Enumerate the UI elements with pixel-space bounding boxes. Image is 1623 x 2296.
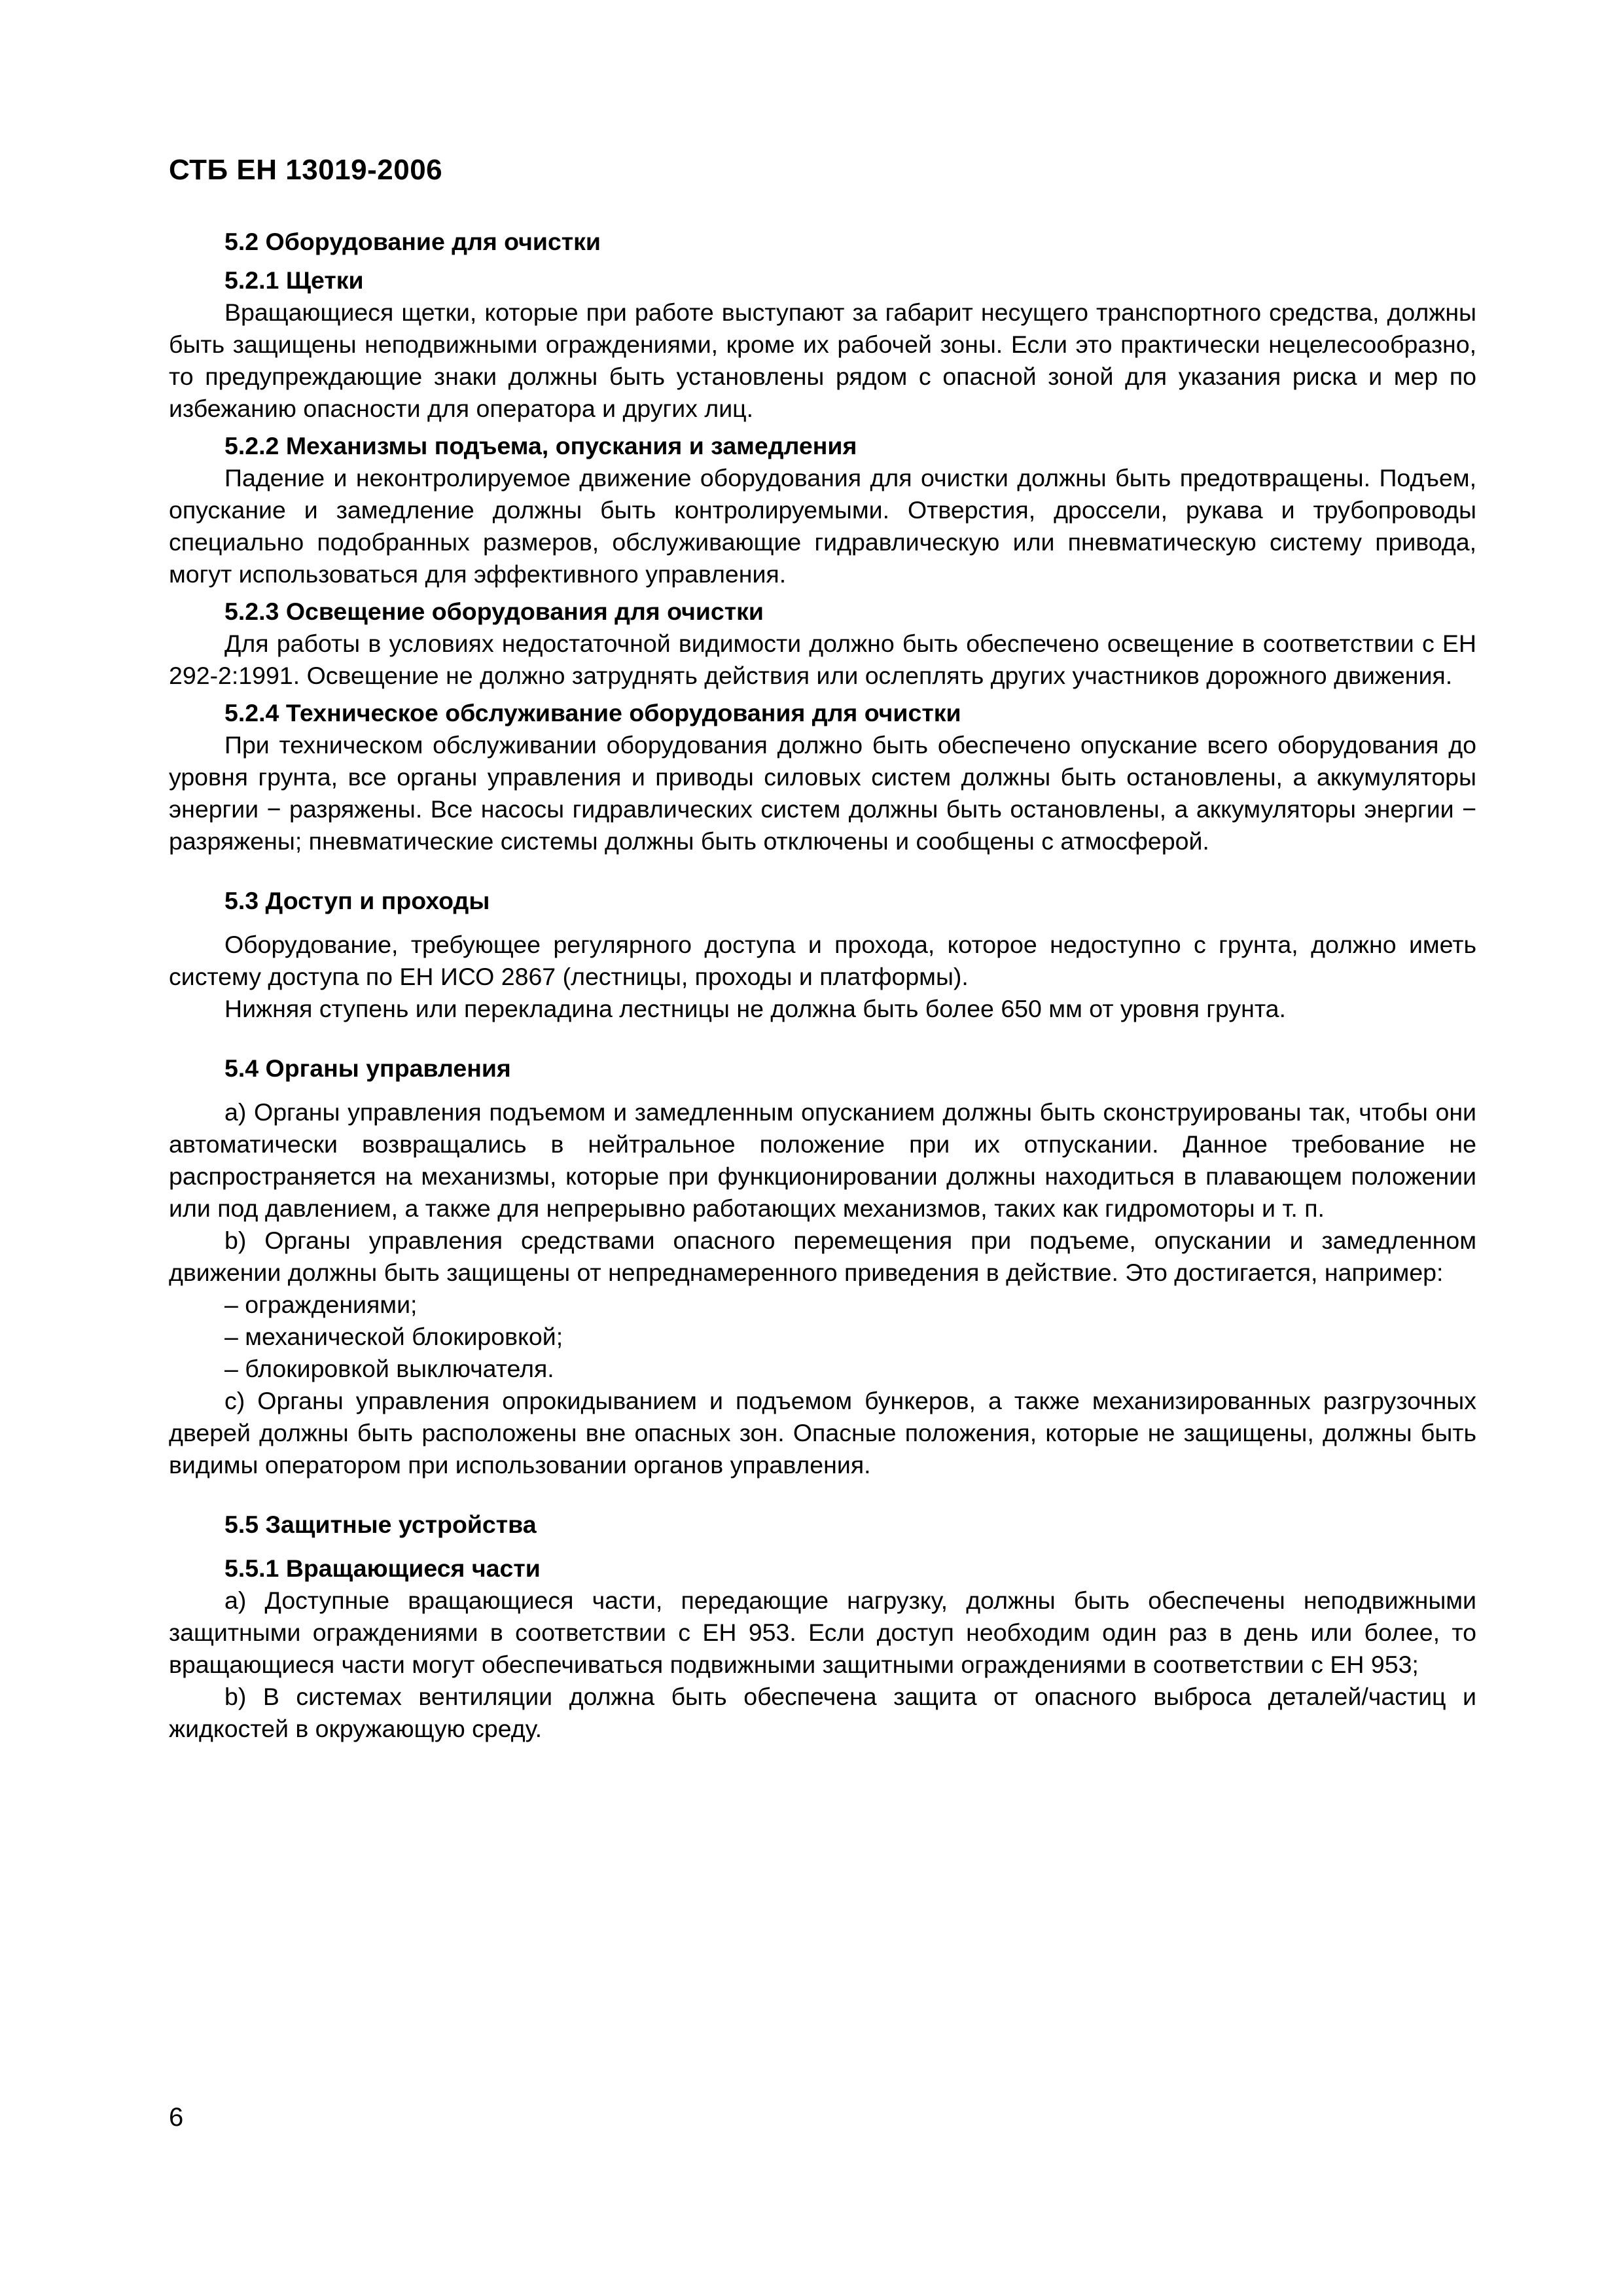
heading-5-5: 5.5 Защитные устройства [224,1511,537,1538]
paragraph-5-3-2: Нижняя ступень или перекладина лестницы не должна быть более 650 мм от уровня грунта. [224,995,1286,1022]
page-number: 6 [169,2103,184,2132]
heading-5-5-1: 5.5.1 Вращающиеся части [224,1554,541,1582]
paragraph-5-2-3: Для работы в условиях недостаточной видимости должно быть обеспечено освещение в соответствии с ЕН 292-2:1991. Освещение не должно затруднять действия или ослеплять других участников дорожного движения. [169,630,1476,689]
heading-5-2-4: 5.2.4 Техническое обслуживание оборудования для очистки [224,699,961,726]
document-body [169,226,1476,1745]
list-item: – механической блокировкой; [224,1323,563,1350]
heading-5-2: 5.2 Оборудование для очистки [224,228,601,255]
document-header: СТБ ЕН 13019-2006 [169,154,443,186]
list-item: – блокировкой выключателя. [224,1355,554,1382]
heading-5-2-2: 5.2.2 Механизмы подъема, опускания и замедления [224,432,857,459]
paragraph-5-3-1: Оборудование, требующее регулярного доступа и прохода, которое недоступно с грунта, должно иметь систему доступа по ЕН ИСО 2867 (лестницы, проходы и платформы). [169,931,1476,990]
paragraph-5-5-1-b: b) В системах вентиляции должна быть обеспечена защита от опасного выброса деталей/частиц и жидкостей в окружающую среду. [169,1683,1476,1742]
paragraph-5-2-4: При техническом обслуживании оборудования должно быть обеспечено опускание всего оборудования до уровня грунта, все органы управления и приводы силовых систем должны быть остановлены, а аккумуляторы энергии − разряжены. Все насосы гидравлических систем должны быть остановлены, а аккумуляторы энергии − разряжены; пневматические системы должны быть отключены и сообщены с атмосферой. [169,731,1476,855]
heading-5-2-3: 5.2.3 Освещение оборудования для очистки [224,598,764,625]
paragraph-5-2-1: Вращающиеся щетки, которые при работе выступают за габарит несущего транспортного средства, должны быть защищены неподвижными ограждениями, кроме их рабочей зоны. Если это практически нецелесообразно, то предупреждающие знаки должны быть установлены рядом с опасной зоной для указания риска и мер по избежанию опасности для оператора и других лиц. [169,298,1476,422]
heading-5-4: 5.4 Органы управления [224,1054,511,1082]
paragraph-5-4-c: c) Органы управления опрокидыванием и подъемом бункеров, а также механизированных разгрузочных дверей должны быть расположены вне опасных зон. Опасные положения, которые не защищены, должны быть видимы оператором при использовании органов управления. [169,1387,1476,1479]
paragraph-5-5-1-a: а) Доступные вращающиеся части, передающие нагрузку, должны быть обеспечены неподвижными защитными ограждениями в соответствии с ЕН 953. Если доступ необходим один раз в день или более, то вращающиеся части могут обеспечиваться подвижными защитными ограждениями в соответствии с ЕН 953; [169,1587,1476,1678]
heading-5-3: 5.3 Доступ и проходы [224,887,490,914]
paragraph-5-4-a: а) Органы управления подъемом и замедленным опусканием должны быть сконструированы так, чтобы они автоматически возвращались в нейтральное положение при их отпускании. Данное требование не распространяется на механизмы, которые при функционировании должны находиться в плавающем положении или под давлением, а также для непрерывно работающих механизмов, таких как гидромоторы и т. п. [169,1098,1476,1222]
paragraph-5-4-b: b) Органы управления средствами опасного перемещения при подъеме, опускании и замедленном движении должны быть защищены от непреднамеренного приведения в действие. Это достигается, например: [169,1227,1476,1286]
heading-5-2-1: 5.2.1 Щетки [224,266,364,294]
list-item: – ограждениями; [224,1291,418,1318]
paragraph-5-2-2: Падение и неконтролируемое движение оборудования для очистки должны быть предотвращены. Подъем, опускание и замедление должны быть контролируемыми. Отверстия, дроссели, рукава и трубопроводы специально подобранных размеров, обслуживающие гидравлическую или пневматическую систему привода, могут использоваться для эффективного управления. [169,464,1476,588]
